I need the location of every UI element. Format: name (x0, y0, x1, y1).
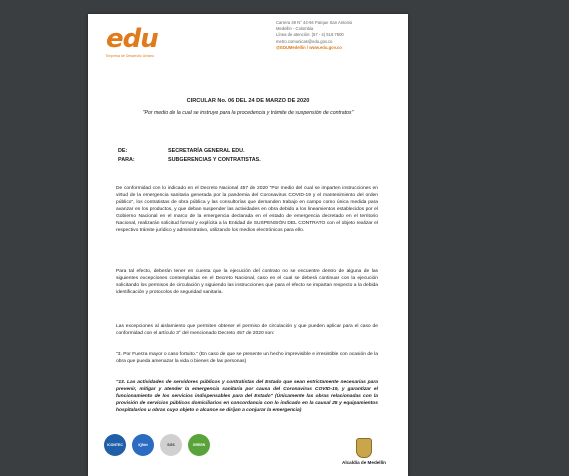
document-page (88, 14, 408, 476)
logo-text: edu (106, 24, 158, 54)
to-value: SUBGERENCIAS Y CONTRATISTAS. (168, 157, 261, 163)
contact-line: metro.comunicas@edu.gov.co (276, 38, 333, 44)
from-label: DE: (118, 148, 128, 154)
sgs-badge: SGS (160, 434, 182, 456)
to-label: PARA: (118, 157, 135, 163)
contact-block (276, 20, 406, 51)
paragraph: Para tal efecto, deberán tener en cuenta que la ejecución del contrato no se encuentre dentro de alguna de las siguientes excepciones contempladas en el Decreto Nacional, caso en el cual se deberá continuar con la ejecución solicitando los permisos de circulación y siguiendo las instrucciones que para el efecto se impartan respecto a la debida identificación y protocolos de seguridad sanitaria. (116, 269, 378, 295)
contact-line: Medellín - Colombia (276, 26, 314, 32)
paragraph: De conformidad con lo indicado en el Decreto Nacional 457 de 2020 "Por medio del cual se imparten instrucciones en virtud de la emergencia sanitaria generada por la pandemia del Coronavirus COVID-19 y el mantenimiento del orden público", los contratistas de obra pública y las consultorías que demanden trabajo en campo como única medida para avanzar en los productos, y que deban suspender las actividades en obra debido a los lineamientos establecidos por el Gobierno Nacional en el marco de la emergencia declarada en el estado de emergencia decretado en el territorio Nacional, realizarán solicitud formal y explícita a la Entidad de SUSPENSIÓN DEL CONTRATO con el objeto realizar el respectivo trámite jurídico y administrativo, utilizando los medios electrónicos para ello. (116, 186, 378, 233)
certification-logos (104, 432, 224, 476)
edu-logo (106, 26, 172, 58)
circular-title: CIRCULAR No. 06 DEL 24 DE MARZO DE 2020 (186, 98, 310, 104)
social-handle: @EDUMedellin (276, 44, 306, 50)
from-line (118, 148, 245, 154)
social-line: @EDUMedellin / www.edu.gov.co (276, 44, 342, 50)
green-badge: GREEN (188, 434, 210, 456)
logo-subtitle: Empresa de Desarrollo Urbano (106, 54, 155, 58)
paragraph: "3. Por Fuerza mayor o caso fortuito." (En caso de que se presente un hecho imprevisible e irresistible con ocasión de la obra que pueda amenazar la vida o bienes de las personas) (116, 352, 378, 364)
contact-line: Línea de atención: (57 - 4) 516 7600 (276, 32, 344, 38)
paragraph: Las excepciones al aislamiento que permiten obtener el permiso de circulación y que pueden aplicar para el caso de conformidad con el artículo 3° del mencionado Decreto 457 de 2020 son: (116, 324, 378, 336)
from-value: SECRETARÍA GENERAL EDU. (168, 148, 245, 154)
paragraph: "13. Las actividades de servidores públicos y contratistas del Estado que sean estrictamente necesarias para prevenir, mitigar y atender la emergencia sanitaria por causa del Coronavirus COVID-19, y garantizar el funcionamiento de los servicios indispensables para del Estado" (Únicamente las obras relacionadas con la provisión de servicios públicos domiciliarios en concordancia con lo indicado en la causal 25 y equipamientos hospitalarios u obras cuyo objeto o alcance se dirijan a conjurar la emergencia) (116, 380, 378, 413)
to-line (118, 157, 261, 163)
coat-of-arms-icon (356, 438, 372, 458)
alcaldia-logo (334, 438, 394, 465)
circular-subject: "Por medio de la cual se instruye para la procedencia y trámite de suspensión de contratos" (142, 110, 354, 116)
icontec-badge: ICONTEC (104, 434, 126, 456)
website-link: www.edu.gov.co (309, 44, 342, 50)
alcaldia-name: Alcaldía de Medellín (342, 460, 386, 465)
iqnet-badge: IQNet (132, 434, 154, 456)
contact-line: Carrera 49 N° 44-94 Parque San Antonio (276, 20, 353, 25)
